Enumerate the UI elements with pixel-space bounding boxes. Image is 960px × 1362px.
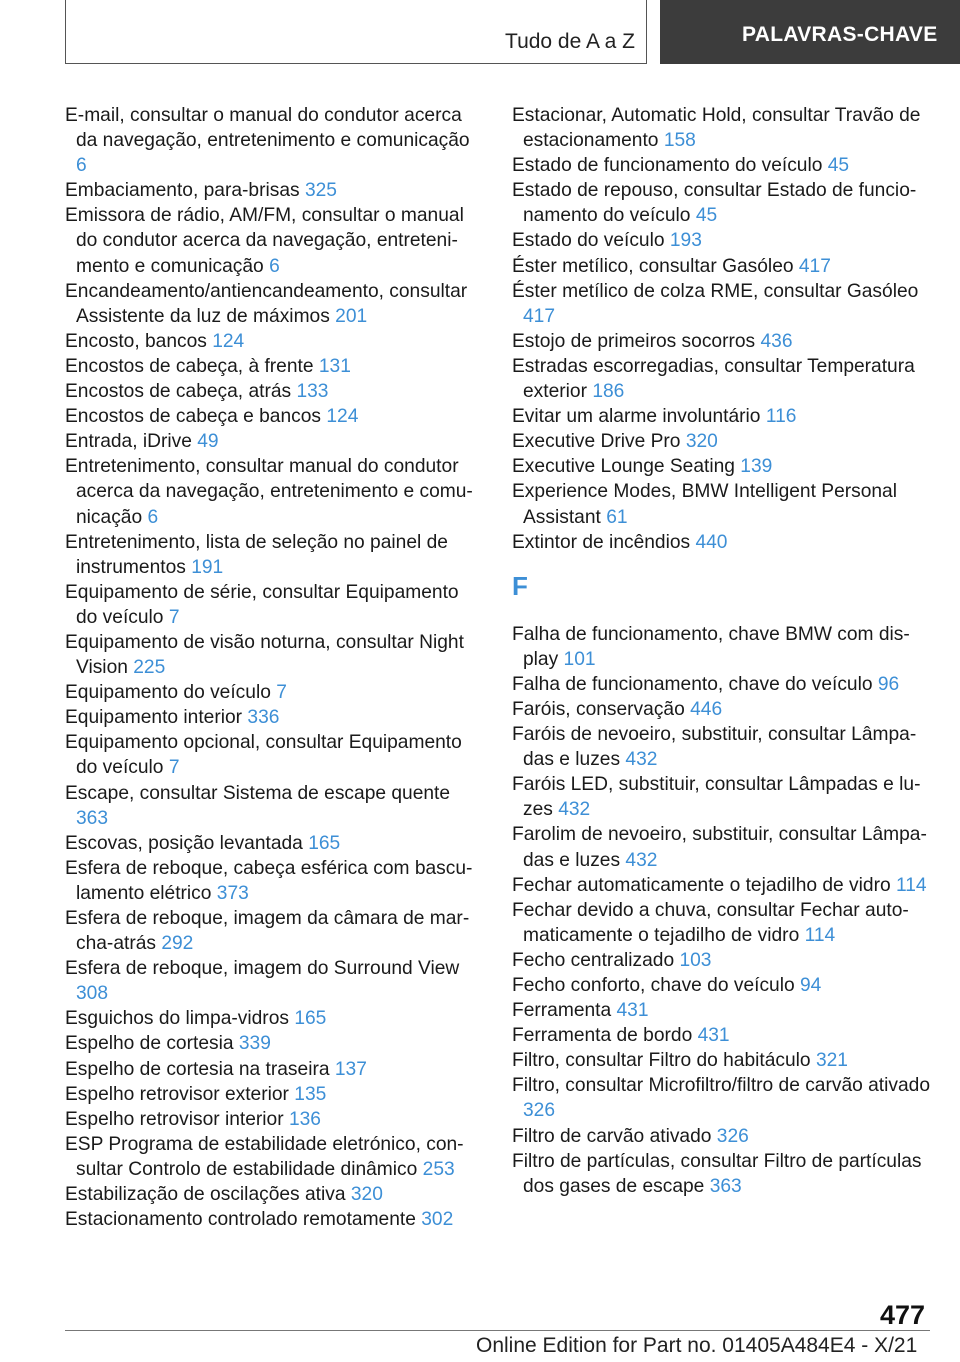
page-reference-link[interactable]: 131 [318,355,351,377]
entry-term: Entretenimento, consultar manual do condutor acerca da navegação, entretenimento e comunicação [65,456,473,528]
page-reference-link[interactable]: 136 [288,1108,321,1130]
entry-term: Encandeamento/antiencandeamento, consultar Assistente da luz de máximos [65,280,468,327]
page-reference-link[interactable]: 7 [168,606,180,628]
index-entry [512,103,932,153]
index-entry [512,454,932,479]
page-reference-link[interactable]: 165 [294,1008,327,1030]
index-entry [512,530,932,555]
entry-term: ESP Programa de estabilidade eletrónico, consultar Controlo de estabilidade dinâmico [65,1133,464,1180]
section-title: Tudo de A a Z [505,30,635,53]
page-reference-link[interactable]: 363 [76,807,109,829]
entry-term: Filtro de carvão ativado [512,1125,712,1147]
page-reference-link[interactable]: 432 [625,849,658,871]
entry-term: Escape, consultar Sistema de escape quente [65,782,451,804]
page-reference-link[interactable]: 61 [606,506,628,528]
page-reference-link[interactable]: 137 [334,1058,367,1080]
entry-term: Fecho conforto, chave do veículo [512,975,795,996]
page-reference-link[interactable]: 302 [421,1209,454,1231]
page-reference-link[interactable]: 431 [616,1000,649,1022]
page-reference-link[interactable]: 186 [592,381,625,403]
entry-term: E-mail, consultar o manual do condutor acerca da navegação, entretenimento e comunicação [65,105,470,152]
entry-term: Estabilização de oscilações ativa [65,1184,346,1206]
entry-term: Falha de funcionamento, chave do veículo [512,673,873,695]
index-entry [65,630,485,680]
page-reference-link[interactable]: 114 [895,874,927,896]
index-entry [65,178,485,203]
index-entry [512,772,932,822]
entry-term: Estado de funcionamento do veículo [512,155,823,177]
index-entry [512,998,932,1023]
page-reference-link[interactable]: 225 [133,657,166,679]
page-reference-link[interactable]: 49 [197,431,219,453]
page-reference-link[interactable]: 103 [679,949,712,971]
index-entry [65,103,485,178]
index-entry [65,379,485,404]
index-entry [65,1031,485,1056]
page-reference-link[interactable]: 114 [804,924,836,946]
entry-term: Faróis de nevoeiro, substituir, consultar Lâmpadas e luzes [512,724,917,771]
index-entry [512,1073,932,1123]
index-entry [512,279,932,329]
entry-term: Fechar devido a chuva, consultar Fechar automaticamente o tejadilho de vidro [512,899,909,946]
page-reference-link[interactable]: 431 [697,1025,730,1047]
entry-term: Evitar um alarme involuntário [512,406,761,428]
index-entry [512,622,932,672]
page-reference-link[interactable]: 339 [238,1033,271,1055]
index-entry [512,329,932,354]
entry-term: Estado do veículo [512,230,665,252]
index-entry [65,329,485,354]
entry-term: Falha de funcionamento, chave BMW com display [512,623,910,670]
index-column-left [65,103,485,1232]
entry-term: Esguichos do limpa-vidros [65,1008,289,1030]
entry-term: Esfera de reboque, cabeça esférica com basculamento elétrico [65,857,473,904]
page-reference-link[interactable]: 116 [765,406,797,428]
page-reference-link[interactable]: 325 [304,180,337,202]
entry-term: Encostos de cabeça, atrás [65,381,292,403]
page-reference-link[interactable]: 436 [760,330,793,352]
entry-term: Equipamento do veículo [65,682,271,704]
footer-divider [65,1330,930,1331]
entry-term: Estradas escorregadias, consultar Temperatura exterior [512,355,915,403]
page-reference-link[interactable]: 363 [709,1175,742,1197]
index-entry [65,454,485,529]
keywords-tab[interactable]: PALAVRAS-CHAVE [660,0,960,64]
entry-term: Estojo de primeiros socorros [512,330,756,352]
page-reference-link[interactable]: 326 [523,1100,556,1122]
index-entry [512,429,932,454]
entry-term: Ferramenta [512,1000,612,1022]
index-entry [65,1182,485,1207]
index-entry [512,898,932,948]
index-entry [65,906,485,956]
entry-term: Extintor de incêndios [512,531,691,553]
page-reference-link[interactable]: 336 [247,707,280,729]
entry-term: Espelho de cortesia [65,1033,234,1055]
entry-term: Faróis, conservação [512,698,685,720]
footer-edition: Online Edition for Part no. 01405A484E4 - X/21 [476,1334,918,1357]
entry-term: Ferramenta de bordo [512,1025,693,1047]
page-reference-link[interactable]: 253 [422,1158,455,1180]
index-column-right [512,103,932,1199]
entry-term: Experience Modes, BMW Intelligent Personal Assistant [512,481,897,528]
index-entry [512,404,932,429]
entry-term: Fechar automaticamente o tejadilho de vidro [512,874,891,896]
page-number: 477 [880,1300,926,1330]
index-entry [65,730,485,780]
entry-term: Executive Lounge Seating [512,456,735,478]
index-entry [512,672,932,697]
page-reference-link[interactable]: 193 [669,230,702,252]
entry-term: Equipamento de visão noturna, consultar Night Vision [65,631,464,679]
index-entry [65,680,485,705]
index-group-e [512,103,932,555]
entry-term: Filtro, consultar Filtro do habitáculo [512,1050,811,1072]
entry-term: Embaciamento, para-brisas [65,180,300,202]
index-entry [65,1057,485,1082]
page-reference-link[interactable]: 320 [685,431,718,453]
entry-term: Estado de repouso, consultar Estado de funcionamento do veículo [512,180,917,227]
page-reference-link[interactable]: 124 [212,330,245,352]
page-reference-link[interactable]: 158 [663,130,696,152]
entry-term: Espelho retrovisor interior [65,1108,284,1130]
page-header [0,0,960,66]
index-entry [512,948,932,973]
page-reference-link[interactable]: 7 [168,757,180,779]
entry-term: Estacionar, Automatic Hold, consultar Travão de estacionamento [512,105,921,152]
entry-term: Encostos de cabeça e bancos [65,406,322,428]
index-entry [512,228,932,253]
entry-term: Filtro de partículas, consultar Filtro de partículas dos gases de escape [512,1150,922,1197]
page-reference-link[interactable]: 45 [695,205,718,227]
index-entry [65,404,485,429]
index-entry [65,856,485,906]
page-reference-link[interactable]: 139 [740,456,773,478]
page-reference-link[interactable]: 326 [716,1125,749,1147]
entry-term: Equipamento interior [65,707,243,729]
index-entry [65,279,485,329]
page-reference-link[interactable]: 6 [76,155,87,177]
index-entry [65,956,485,1006]
entry-term: Esfera de reboque, imagem do Surround View [65,958,460,980]
entry-term: Executive Drive Pro [512,431,681,453]
index-entry [65,429,485,454]
page-reference-link[interactable]: 417 [798,255,831,277]
entry-term: Fecho centralizado [512,949,675,971]
section-letter-f: F [512,570,528,601]
page-reference-link[interactable]: 373 [216,882,249,904]
index-entry [65,1082,485,1107]
index-entry [65,831,485,856]
entry-term: Espelho retrovisor exterior [65,1083,289,1105]
entry-term: Farolim de nevoeiro, substituir, consultar Lâmpadas e luzes [512,824,927,871]
entry-term: Equipamento de série, consultar Equipamento do veículo [65,581,459,628]
entry-term: Faróis LED, substituir, consultar Lâmpadas e luzes [512,774,921,821]
entry-term: Entrada, iDrive [65,431,192,453]
page-reference-link[interactable]: 124 [326,406,359,428]
entry-term: Encostos de cabeça, à frente [65,355,314,377]
index-entry [512,873,932,898]
index-entry [512,153,932,178]
page-reference-link[interactable]: 446 [690,698,723,720]
index-entry [65,1006,485,1031]
index-entry [512,973,932,998]
index-entry [512,1124,932,1149]
entry-term: Filtro, consultar Microfiltro/filtro de carvão ativado [512,1075,931,1097]
page-reference-link[interactable]: 292 [161,933,194,955]
page-reference-link[interactable]: 308 [76,983,109,1005]
page-reference-link[interactable]: 417 [523,305,556,327]
page-reference-link[interactable]: 45 [827,155,850,177]
page-reference-link[interactable]: 432 [625,749,658,771]
index-entry [65,203,485,278]
entry-term: Esfera de reboque, imagem da câmara de marcha-atrás [65,908,470,955]
index-entry [65,705,485,730]
index-entry [65,354,485,379]
page-reference-link[interactable]: 165 [308,832,341,854]
index-entry [512,697,932,722]
page-reference-link[interactable]: 320 [350,1184,383,1206]
entry-term: Entretenimento, lista de seleção no painel de instrumentos [65,531,448,578]
page-reference-link[interactable]: 7 [276,682,287,704]
entry-term: Emissora de rádio, AM/FM, consultar o manual do condutor acerca da navegação, entretenimento e comunicação [65,205,464,277]
page-reference-link[interactable]: 135 [294,1083,327,1105]
index-entry [65,580,485,630]
index-entry [512,354,932,404]
page-reference-link[interactable]: 432 [558,799,591,821]
index-entry [512,1048,932,1073]
index-entry [65,1207,485,1232]
index-entry [512,722,932,772]
page-reference-link[interactable]: 101 [563,648,596,670]
index-entry [65,1132,485,1182]
index-entry [512,822,932,872]
entry-term: Éster metílico de colza RME, consultar Gasóleo [512,280,919,302]
page-reference-link[interactable]: 440 [695,531,728,553]
index-entry [512,254,932,279]
entry-term: Éster metílico, consultar Gasóleo [512,255,794,277]
page-reference-link[interactable]: 96 [877,673,900,695]
entry-term: Estacionamento controlado remotamente [65,1209,416,1231]
index-entry [65,781,485,831]
index-entry [512,1023,932,1048]
page-reference-link[interactable]: 191 [191,556,224,578]
page-reference-link[interactable]: 6 [147,506,159,528]
page-reference-link[interactable]: 321 [815,1050,848,1072]
entry-term: Equipamento opcional, consultar Equipamento do veículo [65,732,462,779]
index-entry [512,178,932,228]
page-reference-link[interactable]: 133 [296,381,329,403]
index-entry [65,1107,485,1132]
index-group-f [512,622,932,1199]
page-reference-link[interactable]: 6 [269,255,280,277]
index-entry [65,530,485,580]
entry-term: Encosto, bancos [65,330,207,352]
page-reference-link[interactable]: 201 [335,305,368,327]
entry-term: Escovas, posição levantada [65,832,303,854]
index-entry [512,479,932,529]
index-entry [512,1149,932,1199]
page-reference-link[interactable]: 94 [800,975,822,996]
entry-term: Espelho de cortesia na traseira [65,1058,330,1080]
